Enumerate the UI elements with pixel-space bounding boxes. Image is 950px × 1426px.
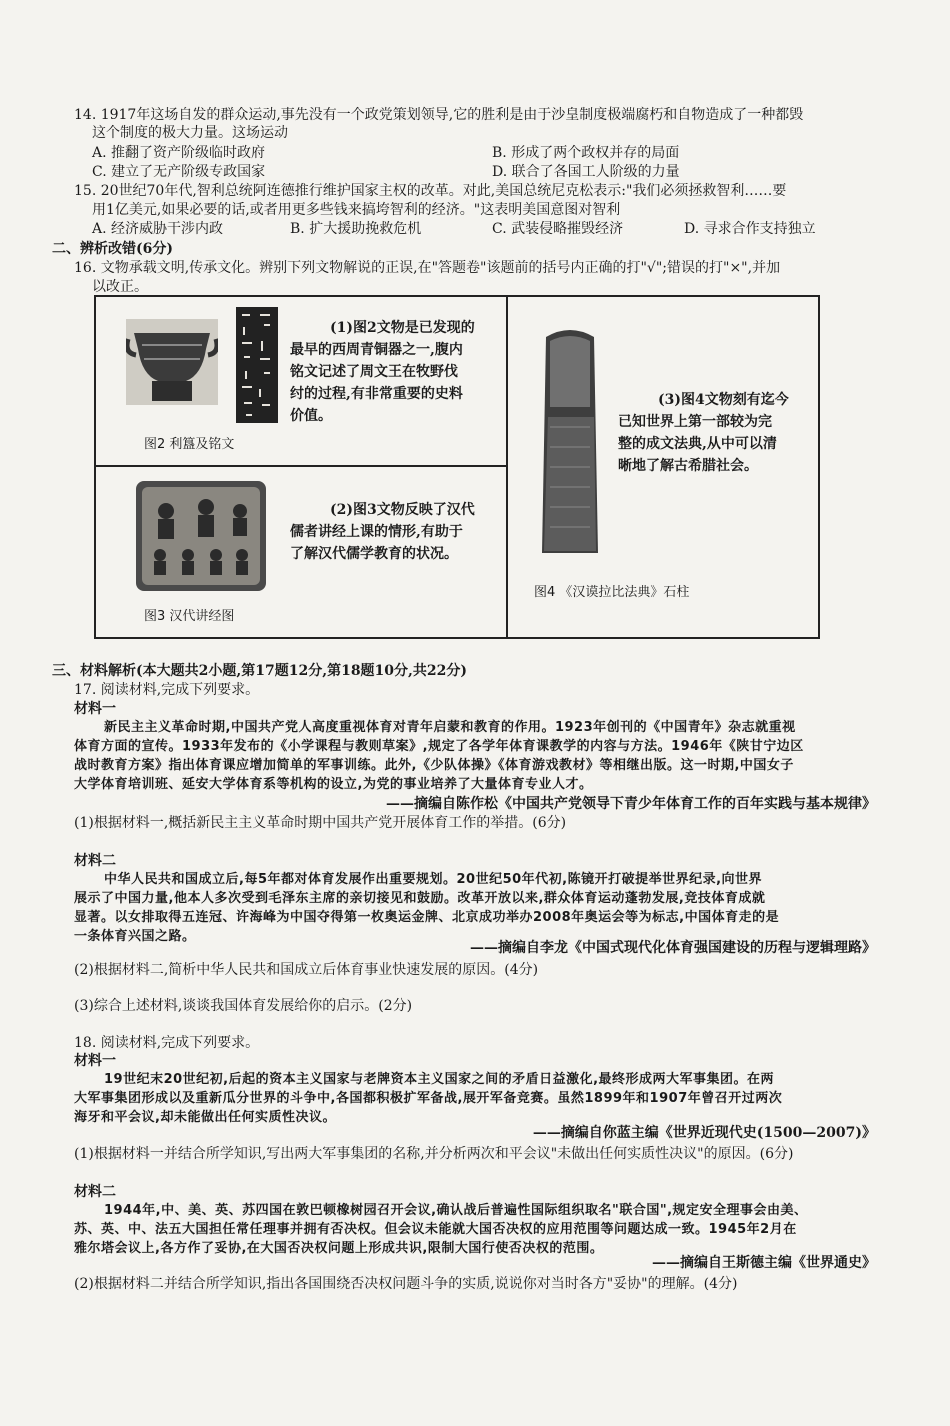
q18-material1-line: 大军事集团形成以及重新瓜分世界的斗争中,各国都积极扩军备战,展开军备竞赛。虽然1899年和1907年曾召开过两次 xyxy=(74,1091,783,1106)
q17-material1-source: ——摘编自陈作松《中国共产党领导下青少年体育工作的百年实践与基本规律》 xyxy=(386,796,876,812)
fig4-desc-line: 晰地了解古希腊社会。 xyxy=(618,458,758,474)
q17-question1: (1)根据材料一,概括新民主主义革命时期中国共产党开展体育工作的举措。(6分) xyxy=(74,815,567,831)
q18-material2-line: 苏、英、中、法五大国担任常任理事并拥有否决权。但会议未能就大国否决权的应用范围等问题达成一致。1945年2月在 xyxy=(74,1222,797,1237)
q18-material2-line: 1944年,中、美、英、苏四国在敦巴顿橡树园召开会议,确认战后普遍性国际组织取名"联合国",规定安全理事会由美、 xyxy=(104,1203,808,1218)
q18-material1-line: 海牙和平会议,却未能做出任何实质性决议。 xyxy=(74,1110,336,1125)
fig4-caption: 图4 《汉谟拉比法典》石柱 xyxy=(534,585,690,600)
fig2-caption: 图2 利簋及铭文 xyxy=(144,437,235,452)
q17-material2-line: 一条体育兴国之路。 xyxy=(74,929,196,944)
q16-stem-line1: 16. 文物承载文明,传承文化。辨别下列文物解说的正误,在"答题卷"该题前的括号内正确的打"√";错误的打"×",并加 xyxy=(74,260,781,276)
q17-material2-line: 显著。以女排取得五连冠、许海峰为中国夺得第一枚奥运金牌、北京成功举办2008年奥运会等为标志,中国体育走的是 xyxy=(74,910,780,925)
q14-option-b: B. 形成了两个政权并存的局面 xyxy=(492,145,680,161)
q17-material1-line: 大学体育培训班、延安大学体育系等机构的设立,为党的事业培养了大量体育专业人才。 xyxy=(74,777,593,792)
q18-material2-line: 雅尔塔会议上,各方作了妥协,在大国否决权问题上形成共识,限制大国行使否决权的范围。 xyxy=(74,1241,604,1256)
fig3-description xyxy=(290,499,475,565)
fig2-desc-line: 价值。 xyxy=(290,408,332,424)
q17-question3: (3)综合上述材料,谈谈我国体育发展给你的启示。(2分) xyxy=(74,998,413,1014)
fig3-desc-line: 儒者讲经上课的情形,有助于 xyxy=(290,524,463,540)
q15-option-a: A. 经济威胁干涉内政 xyxy=(92,221,224,237)
fig2-desc-line: (1)图2文物是已发现的 xyxy=(330,320,475,336)
fig4-desc-line: 整的成文法典,从中可以清 xyxy=(618,436,777,452)
q17-material2-line: 展示了中国力量,他本人多次受到毛泽东主席的亲切接见和鼓励。改革开放以来,群众体育运动蓬勃发展,竞技体育成就 xyxy=(74,891,766,906)
q17-material2-line: 中华人民共和国成立后,每5年都对体育发展作出重要规划。20世纪50年代初,陈镜开打破提举世界纪录,向世界 xyxy=(104,872,763,887)
section3-title: 三、材料解析(本大题共2小题,第17题12分,第18题10分,共22分) xyxy=(52,663,468,679)
inscription-rubbing-image xyxy=(236,307,278,423)
q18-intro: 18. 阅读材料,完成下列要求。 xyxy=(74,1035,260,1051)
fig4-description xyxy=(618,389,789,477)
q15-option-b: B. 扩大援助挽救危机 xyxy=(290,221,422,237)
q14-stem-line2: 这个制度的极大力量。这场运动 xyxy=(92,125,288,141)
q15-option-d: D. 寻求合作支持独立 xyxy=(684,221,816,237)
q17-material1-line: 体育方面的宣传。1933年发布的《小学课程与教则草案》,规定了各学年体育课教学的内容与方法。1946年《陕甘宁边区 xyxy=(74,739,804,754)
fig3-caption: 图3 汉代讲经图 xyxy=(144,609,235,624)
fig3-desc-line: (2)图3文物反映了汉代 xyxy=(330,502,475,518)
fig4-desc-line: (3)图4文物刻有迄今 xyxy=(658,392,789,408)
han-lecture-relief-image xyxy=(136,481,266,591)
q18-material1-line: 19世纪末20世纪初,后起的资本主义国家与老牌资本主义国家之间的矛盾日益激化,最终形成两大军事集团。在两 xyxy=(104,1072,775,1087)
fig4-desc-line: 已知世界上第一部较为完 xyxy=(618,414,772,430)
bronze-gui-image xyxy=(126,319,218,405)
q17-material2-source: ——摘编自李龙《中国式现代化体育强国建设的历程与逻辑理路》 xyxy=(470,940,876,956)
q18-material1-source: ——摘编自你蓝主编《世界近现代史(1500—2007)》 xyxy=(532,1125,876,1141)
q18-question1: (1)根据材料一并结合所学知识,写出两大军事集团的名称,并分析两次和平会议"未做出任何实质性决议"的原因。(6分) xyxy=(74,1146,794,1162)
q17-question2: (2)根据材料二,简析中华人民共和国成立后体育事业快速发展的原因。(4分) xyxy=(74,962,539,978)
figure-table xyxy=(94,295,820,639)
fig2-desc-line: 纣的过程,有非常重要的史料 xyxy=(290,386,463,402)
q14-option-a: A. 推翻了资产阶级临时政府 xyxy=(92,145,266,161)
fig3-desc-line: 了解汉代儒学教育的状况。 xyxy=(290,546,458,562)
q15-stem-line2: 用1亿美元,如果必要的话,或者用更多些钱来搞垮智利的经济。"这表明美国意图对智利 xyxy=(92,202,621,218)
q17-intro: 17. 阅读材料,完成下列要求。 xyxy=(74,682,260,698)
q18-material2-source: ——摘编自王斯德主编《世界通史》 xyxy=(652,1255,876,1271)
q18-material2-title: 材料二 xyxy=(74,1184,116,1200)
q14-option-d: D. 联合了各国工人阶级的力量 xyxy=(492,164,680,180)
q17-material1-line: 战时教育方案》指出体育课应增加简单的军事训练。此外,《少队体操》《体育游戏教材》等相继出版。这一时期,中国女子 xyxy=(74,758,794,773)
q17-material2-title: 材料二 xyxy=(74,853,116,869)
q18-question2: (2)根据材料二并结合所学知识,指出各国围绕否决权问题斗争的实质,说说你对当时各方"妥协"的理解。(4分) xyxy=(74,1276,738,1292)
q14-option-c: C. 建立了无产阶级专政国家 xyxy=(92,164,266,180)
q16-stem-line2: 以改正。 xyxy=(92,279,148,295)
fig2-desc-line: 铭文记述了周文王在牧野伐 xyxy=(290,364,458,380)
q15-option-c: C. 武装侵略摧毁经济 xyxy=(492,221,624,237)
q17-material1-line: 新民主主义革命时期,中国共产党人高度重视体育对青年启蒙和教育的作用。1923年创刊的《中国青年》杂志就重视 xyxy=(104,720,796,735)
q17-material1-title: 材料一 xyxy=(74,701,116,717)
figure-divider-horizontal xyxy=(96,465,506,467)
q14-stem-line1: 14. 1917年这场自发的群众运动,事先没有一个政党策划领导,它的胜利是由于沙皇制度极端腐朽和自物造成了一种都毁 xyxy=(74,107,804,123)
q15-stem-line1: 15. 20世纪70年代,智利总统阿连德推行维护国家主权的改革。对此,美国总统尼克松表示:"我们必须拯救智利……要 xyxy=(74,183,787,199)
q18-material1-title: 材料一 xyxy=(74,1053,116,1069)
hammurabi-stele-image xyxy=(536,327,604,557)
figure-divider-vertical xyxy=(506,297,508,637)
section2-title: 二、辨析改错(6分) xyxy=(52,241,173,257)
fig2-description xyxy=(290,317,475,427)
fig2-desc-line: 最早的西周青铜器之一,腹内 xyxy=(290,342,463,358)
